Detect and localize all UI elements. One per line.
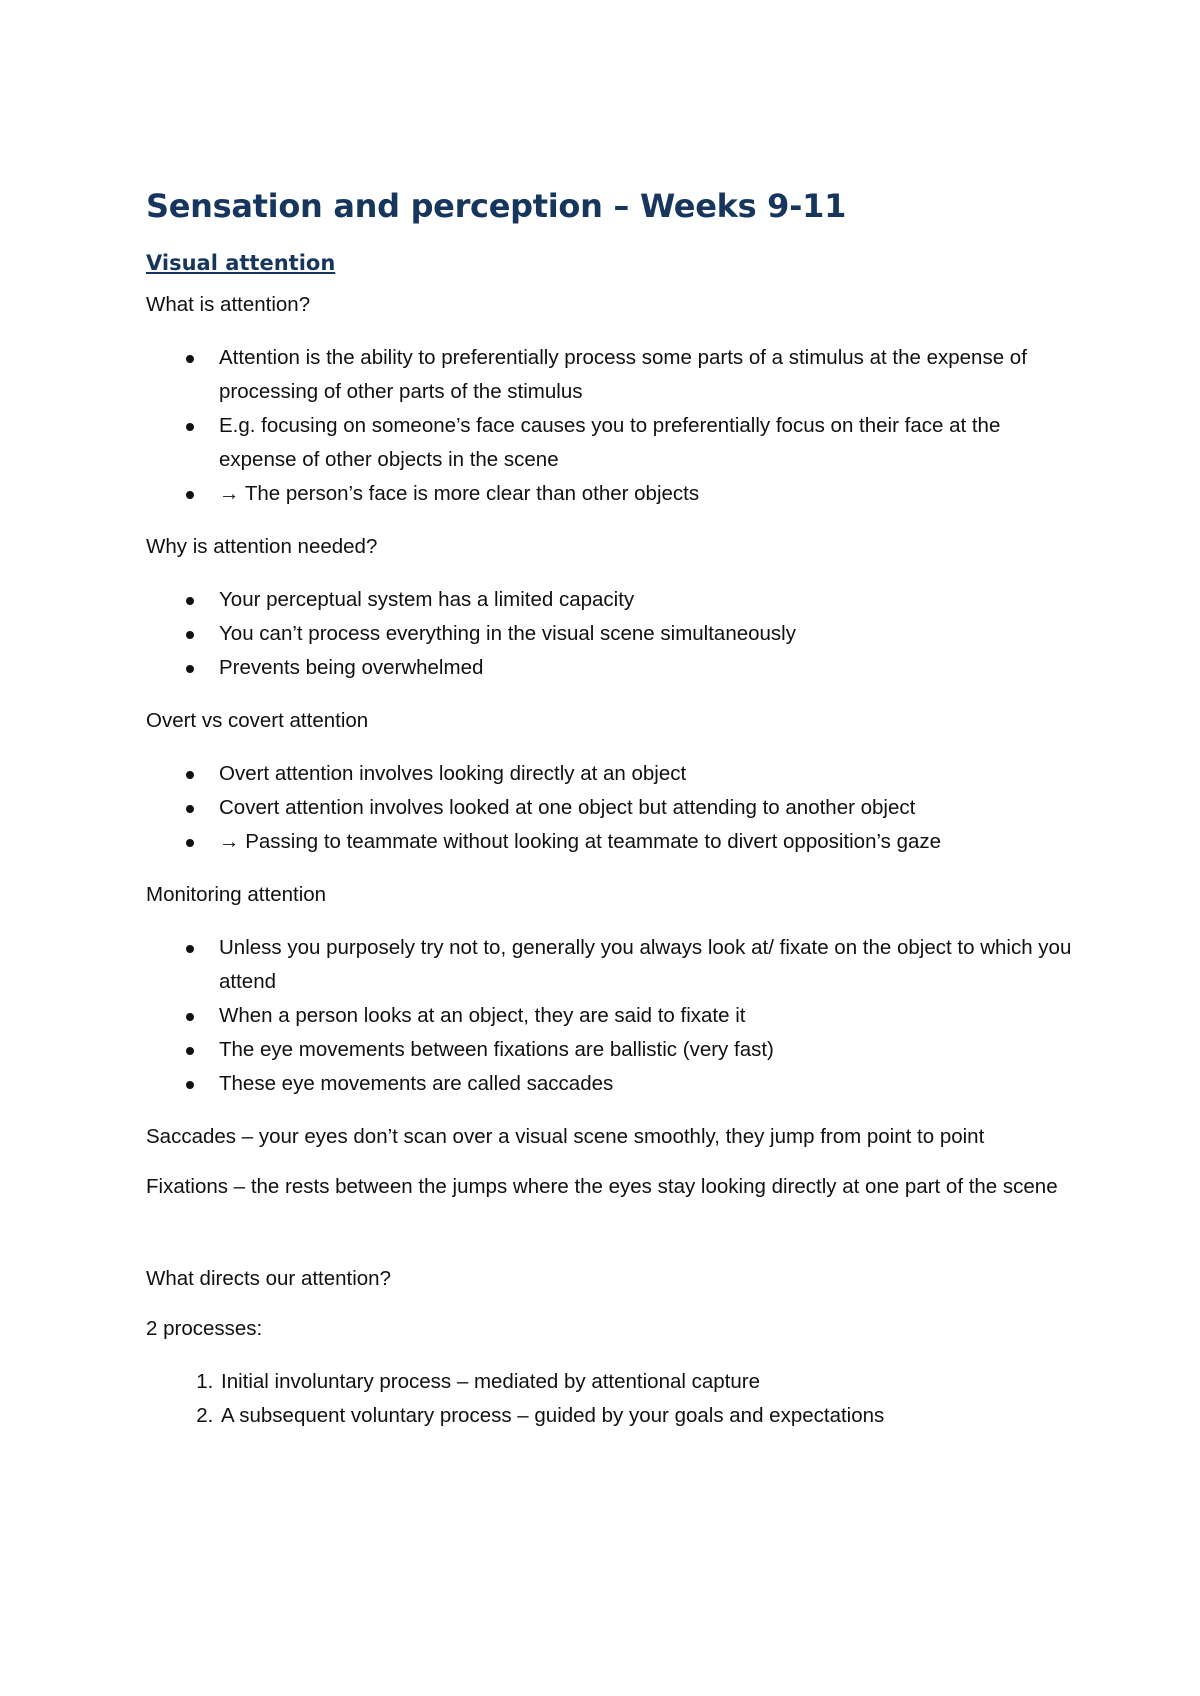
list-item: Unless you purposely try not to, generally you always look at/ fixate on the object to which you attend bbox=[219, 931, 1076, 999]
list-item: The eye movements between fixations are ballistic (very fast) bbox=[219, 1033, 1076, 1067]
heading-overt-vs-covert: Overt vs covert attention bbox=[146, 709, 369, 732]
bullet-list-what-is-attention bbox=[146, 341, 1076, 511]
list-item: → The person’s face is more clear than other objects bbox=[219, 477, 1076, 511]
bullet-list-monitoring-attention bbox=[146, 931, 1076, 1101]
list-item: When a person looks at an object, they are said to fixate it bbox=[219, 999, 1076, 1033]
bullet-list-overt-vs-covert bbox=[146, 757, 1076, 859]
section-heading-visual-attention: Visual attention bbox=[146, 251, 336, 275]
label-two-processes: 2 processes: bbox=[146, 1317, 263, 1340]
bullet-list-why-attention-needed bbox=[146, 583, 1076, 685]
list-item: Overt attention involves looking directly at an object bbox=[219, 757, 1076, 791]
list-item: Attention is the ability to preferentially process some parts of a stimulus at the expense of processing of other parts of the stimulus bbox=[219, 341, 1076, 409]
list-item: 2. A subsequent voluntary process – guided by your goals and expectations bbox=[219, 1399, 1076, 1433]
document-page bbox=[146, 185, 1076, 1455]
document-title: Sensation and perception – Weeks 9-11 bbox=[146, 187, 847, 225]
numbered-list-processes bbox=[146, 1365, 1076, 1433]
question-what-directs-attention: What directs our attention? bbox=[146, 1267, 391, 1290]
list-item: Prevents being overwhelmed bbox=[219, 651, 1076, 685]
list-item: Covert attention involves looked at one object but attending to another object bbox=[219, 791, 1076, 825]
definition-fixations: Fixations – the rests between the jumps where the eyes stay looking directly at one part of the scene bbox=[146, 1175, 1058, 1198]
heading-monitoring-attention: Monitoring attention bbox=[146, 883, 327, 906]
list-item: These eye movements are called saccades bbox=[219, 1067, 1076, 1101]
blank-line bbox=[146, 1223, 1076, 1265]
list-item: Your perceptual system has a limited capacity bbox=[219, 583, 1076, 617]
list-item: 1. Initial involuntary process – mediated by attentional capture bbox=[219, 1365, 1076, 1399]
list-item: E.g. focusing on someone’s face causes you to preferentially focus on their face at the expense of other objects in the scene bbox=[219, 409, 1076, 477]
question-why-attention-needed: Why is attention needed? bbox=[146, 535, 378, 558]
list-item: You can’t process everything in the visual scene simultaneously bbox=[219, 617, 1076, 651]
definition-saccades: Saccades – your eyes don’t scan over a visual scene smoothly, they jump from point to point bbox=[146, 1125, 985, 1148]
list-item: → Passing to teammate without looking at teammate to divert opposition’s gaze bbox=[219, 825, 1076, 859]
question-what-is-attention: What is attention? bbox=[146, 293, 311, 316]
